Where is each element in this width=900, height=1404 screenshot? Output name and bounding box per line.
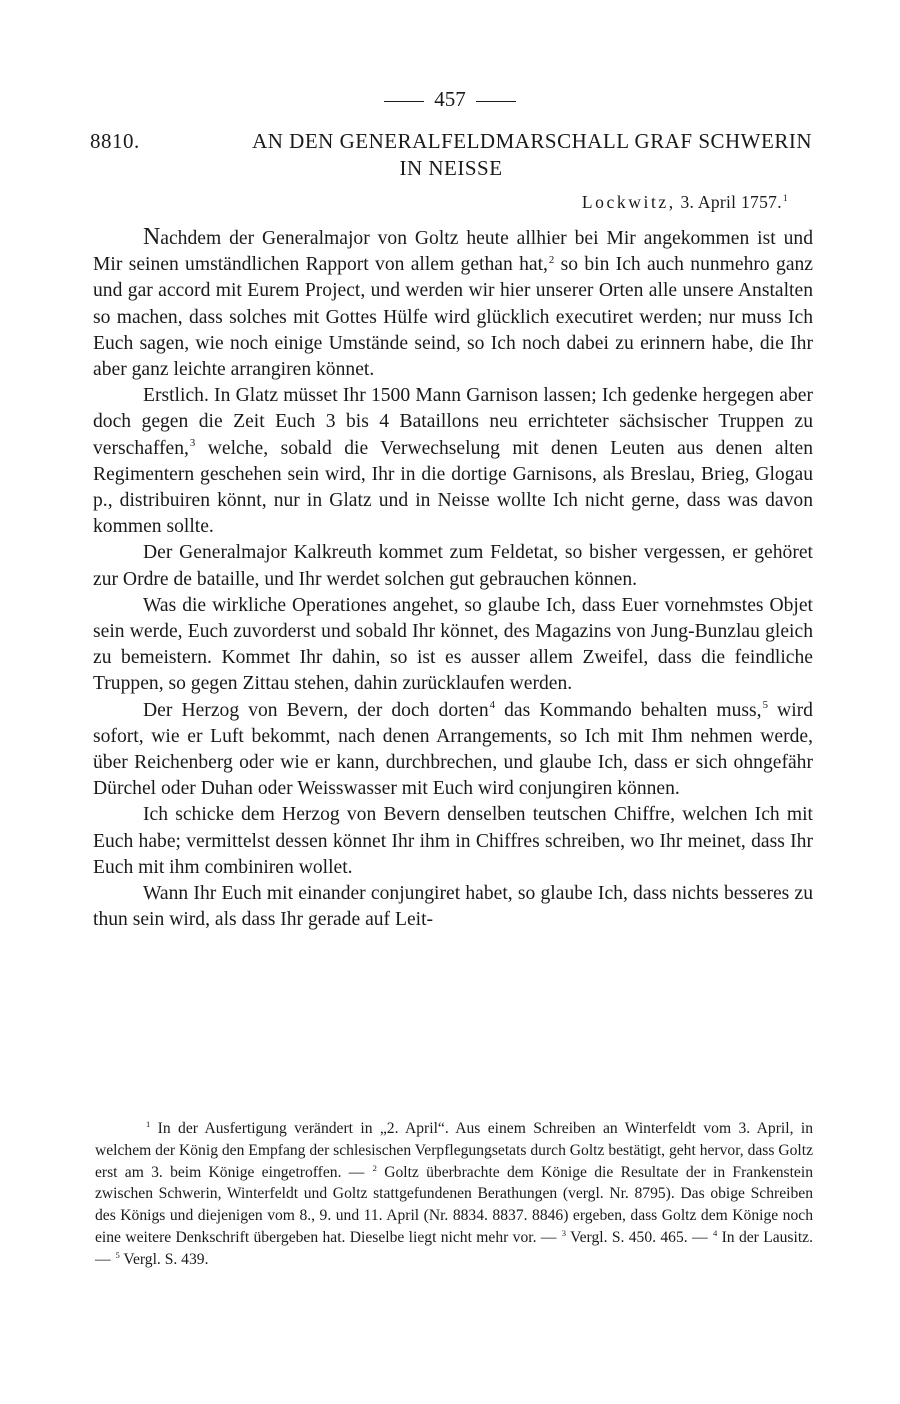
paragraph <box>93 224 813 383</box>
letter-heading <box>90 128 812 182</box>
footnote-ref: 1 <box>782 193 788 205</box>
footnote-number: 1 <box>146 1119 151 1129</box>
dateline <box>582 190 788 214</box>
paragraph <box>93 593 813 698</box>
paragraph <box>93 540 813 592</box>
footnote-text: In der Ausfertigung verändert in „2. April“. Aus einem Schreiben an Winterfeldt vom 3. April, in welchem der König den Empfang der schlesischen Verpflegungsetats durch Goltz bestätigt, geht hervor, dass Goltz erst am 3. beim Könige eingetroffen. — <box>95 1120 813 1181</box>
footnote-ref: 3 <box>189 437 196 450</box>
paragraph-text: Was die wirkliche Operationes angehet, so glaube Ich, dass Euer vornehmstes Objet sein werde, Euch zuvorderst und sobald Ihr könnet, des Magazins von Jung-Bunzlau gleich zu bemeistern. Kommet Ihr dahin, so ist es ausser allem Zweifel, dass die feindliche Truppen, so gegen Zittau stehen, dahin zurücklaufen werden. <box>93 594 813 695</box>
paragraph-text: das Kommando behalten muss, <box>495 699 762 721</box>
paragraph-text: Der Herzog von Bevern, der doch dorten <box>143 699 489 721</box>
dateline-place: Lockwitz, <box>581 192 676 212</box>
footnote-ref: 2 <box>548 253 555 266</box>
page-number: 457 <box>434 87 466 111</box>
heading-addressee: AN DEN GENERALFELDMARSCHALL GRAF SCHWERIN <box>252 129 812 153</box>
paragraph-text: Der Generalmajor Kalkreuth kommet zum Feldetat, so bisher vergessen, er gehöret zur Ordre de bataille, und Ihr werdet solchen gut gebrauchen können. <box>93 542 813 590</box>
paragraph-text: wird sofort, wie er Luft bekommt, nach denen Arrangements, so Ich mit Ihm nehmen werde, über Reichenberg oder wie er kann, durchbrechen, und glaube Ich, dass er sich ohngefähr Dürchel oder Duhan oder Weisswasser mit Euch wird conjungiren können. <box>93 699 813 800</box>
paragraph-text: Wann Ihr Euch mit einander conjungiret habet, so glaube Ich, dass nichts besseres zu thun sein wird, als dass Ihr gerade auf Leit- <box>93 883 813 931</box>
footnote-text: Vergl. S. 450. 465. — <box>566 1228 712 1246</box>
dateline-date: 3. April 1757. <box>680 192 782 212</box>
heading-line-1 <box>90 128 812 155</box>
paragraph <box>93 383 813 540</box>
footnote-ref: 5 <box>762 699 768 712</box>
footnote-ref: 4 <box>489 699 496 712</box>
footnote-number: 2 <box>372 1162 377 1173</box>
footnotes <box>95 1118 813 1271</box>
footnote-number: 3 <box>561 1227 567 1238</box>
paragraph <box>93 802 813 881</box>
paragraph-text: achdem der Generalmajor von Goltz heute allhier bei Mir angekommen ist und Mir seinen umständlichen Rapport von allem gethan hat, <box>93 228 813 276</box>
footnote-block <box>95 1118 813 1271</box>
footnote-text: Goltz überbrachte dem Könige die Resultate der in Frankenstein zwischen Schwerin, Winterfeldt und Goltz stattgefundenen Berathungen (vergl. Nr. 8795). Das obige Schreiben des Königs und diejenigen vom 8., 9. und 11. April (Nr. 8834. 8837. 8846) ergeben, dass Goltz dem Könige noch eine weitere Denkschrift übergeben hat. Dieselbe liegt nicht mehr vor. — <box>95 1163 813 1246</box>
footnote-number: 5 <box>115 1249 120 1260</box>
drop-cap: N <box>143 224 161 250</box>
paragraph-text: welche, sobald die Verwechselung mit denen Leuten aus denen alten Regimentern geschehen sein wird, Ihr in die dortige Garnisons, als Breslau, Brieg, Glogau p., distribuiren könnt, nur in Glatz und in Neisse wollte Ich nicht gerne, dass was davon kommen sollte. <box>93 437 813 538</box>
heading-line-2: IN NEISSE <box>399 156 503 180</box>
header-dash-left <box>384 101 424 102</box>
footnote-text: In der Lausitz. — <box>95 1228 813 1268</box>
paragraph-text: Ich schicke dem Herzog von Bevern denselben teutschen Chiffre, welchen Ich mit Euch habe; vermittelst dessen könnet Ihr ihm in Chiffres schreiben, wo Ihr meinet, dass Ihr Euch mit ihm combiniren wollet. <box>93 804 813 878</box>
paragraph <box>93 881 813 933</box>
paragraph-text: Erstlich. In Glatz müsset Ihr 1500 Mann Garnison lassen; Ich gedenke hergegen aber doch gegen die Zeit Euch 3 bis 4 Bataillons neu errichteter sächsischer Truppen zu verschaffen, <box>93 385 813 459</box>
page-header <box>0 84 900 114</box>
paragraph-text: so bin Ich auch nunmehro ganz und gar accord mit Eurem Project, und werden wir hier unserer Orten alle unsere Anstalten so machen, dass solches mit Gottes Hülfe wird glücklich executiret werden; nur muss Ich Euch sagen, wie noch einige Umstände seind, so Ich noch dabei zu erinnern habe, die Ihr aber ganz leichte arrangiren könnet. <box>93 254 814 381</box>
footnote-number: 4 <box>712 1227 718 1238</box>
paragraph <box>93 698 813 803</box>
letter-body <box>93 224 813 933</box>
footnote-text: Vergl. S. 439. <box>119 1250 209 1268</box>
letter-number: 8810. <box>90 129 140 153</box>
header-dash-right <box>476 101 516 102</box>
